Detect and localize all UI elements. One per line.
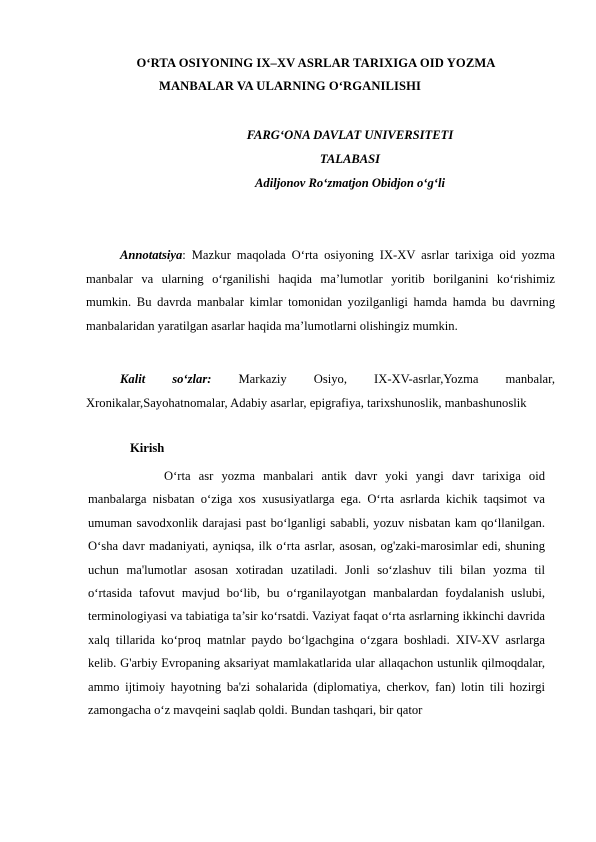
section-heading: Kirish [130,441,165,455]
abstract-label: Annotatsiya [120,248,183,262]
author-name: Adiljonov Ro‘zmatjon Obidjon o‘g‘li [255,176,445,190]
abstract-text: : Mazkur maqolada O‘rta osiyoning IX-XV asrlar tarixiga oid yozma manbalar va ularning o‘rganilishi haqida ma’lumotlar yoritib borilganini ko‘rishimiz mumkin. Bu davrda manbalar kimlar tomonidan yozilganligi hamda hamda bu davrning manbalaridan yaratilgan asarlar haqida ma’lumotlarni olishingiz mumkin. [86,248,555,333]
abstract-paragraph [86,244,555,338]
author-role: TALABASI [319,152,381,166]
keywords-paragraph [86,368,555,415]
article-title-line-1: O‘RTA OSIYONING IX–XV ASRLAR TARIXIGA OID YOZMA [136,56,496,70]
author-university: FARG‘ONA DAVLAT UNIVERSITETI [246,128,454,142]
article-title-line-2: MANBALAR VA ULARNING O‘RGANILISHI [158,79,422,93]
body-paragraph: O‘rta asr yozma manbalari antik davr yoki yangi davr tarixiga oid manbalarga nisbatan o‘ziga xos xususiyatlarga ega. O‘rta asrlarda kichik taqsimot va umuman savodxonlik darajasi past bo‘lganligi sababli, yozuv nisbatan kam qo‘llanilgan. O‘sha davr madaniyati, ayniqsa, ilk o‘rta asrlar, asosan, og'zaki-marosimlar edi, shuning uchun ma'lumotlar asosan xotiradan uzatiladi. Jonli so‘zlashuv tili bilan yozma til o‘rtasida tafovut mavjud bo‘lib, bu o‘rganilayotgan manbalardan foydalanish uslubi, terminologiyasi va tabiatiga ta’sir ko‘rsatdi. Vaziyat faqat o‘rta asrlarning ikkinchi davrida xalq tillarida ko‘proq matnlar paydo bo‘lgachgina o‘zgara boshladi. XIV-XV asrlarga kelib. G'arbiy Evropaning aksariyat mamlakatlarida ular allaqachon ustunlik qilmoqdalar, ammo ijtimoiy hayotning ba'zi sohalarida (diplomatiya, cherkov, fan) lotin tili hozirgi zamongacha o‘z mavqeini saqlab qoldi. Bundan tashqari, bir qator [88,469,545,718]
keywords-label: Kalit so‘zlar: [120,372,212,386]
keywords-text: Markaziy Osiyo, IX-XV-asrlar,Yozma manbalar, Xronikalar,Sayohatnomalar, Adabiy asarlar, epigrafiya, tarixshunoslik, manbashunoslik [86,372,555,410]
